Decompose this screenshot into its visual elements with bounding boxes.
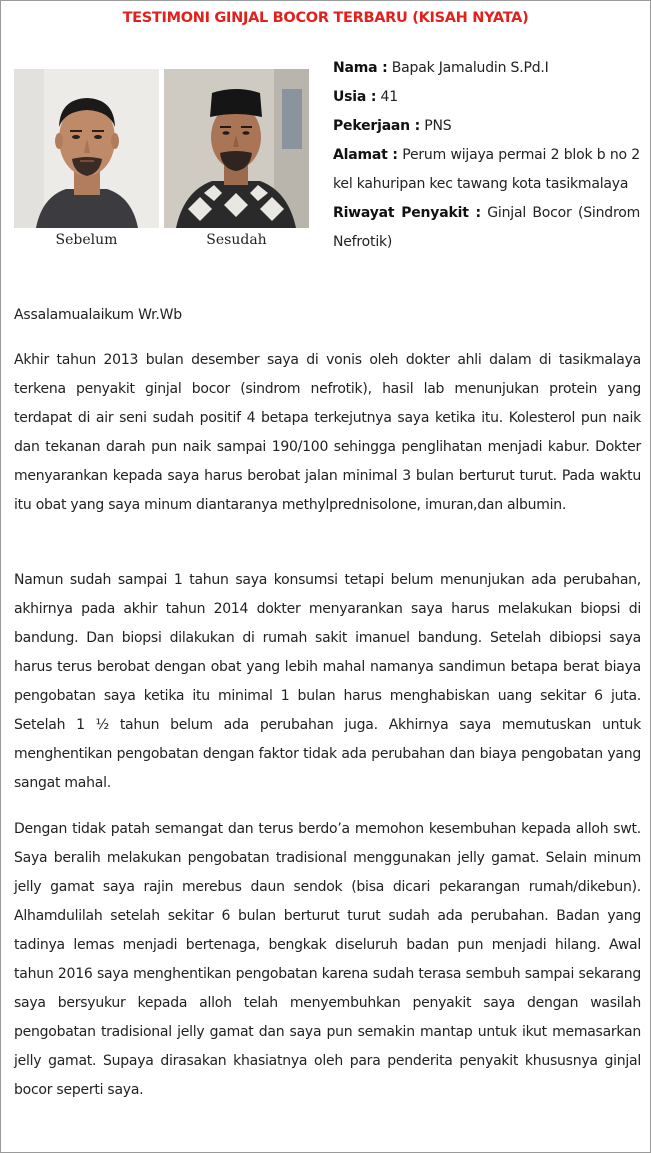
photo-after bbox=[164, 69, 309, 228]
profile-name bbox=[333, 54, 640, 83]
before-after-photos bbox=[14, 69, 312, 259]
profile-info bbox=[333, 54, 640, 257]
job-label: Pekerjaan : bbox=[333, 118, 421, 134]
photo-before bbox=[14, 69, 159, 228]
paragraph-1: Akhir tahun 2013 bulan desember saya di vonis oleh dokter ahli dalam di tasikmalaya terkena penyakit ginjal bocor (sindrom nefrotik), hasil lab menunjukan protein yang terdapat di air seni sudah positif 4 betapa terkejutnya saya ketika itu. Kolesterol pun naik dan tekanan darah pun naik sampai 190/100 sehingga penglihatan menjadi kabur. Dokter menyarankan kepada saya harus berobat jalan minimal 3 bulan berturut turut. Pada waktu itu obat yang saya minum diantaranya methylprednisolone, imuran,dan albumin. bbox=[14, 352, 641, 513]
article-title: TESTIMONI GINJAL BOCOR TERBARU (KISAH NYATA) bbox=[122, 10, 529, 26]
caption-before: Sebelum bbox=[55, 232, 118, 248]
job-value: PNS bbox=[420, 118, 452, 134]
history-label: Riwayat Penyakit : bbox=[333, 205, 481, 221]
caption-after: Sesudah bbox=[206, 232, 267, 248]
greeting: Assalamualaikum Wr.Wb bbox=[14, 307, 182, 323]
profile-age bbox=[333, 83, 640, 112]
profile-address bbox=[333, 141, 640, 199]
address-label: Alamat : bbox=[333, 147, 398, 163]
paragraph-2: Namun sudah sampai 1 tahun saya konsumsi tetapi belum menunjukan ada perubahan, akhirnya pada akhir tahun 2014 dokter menyarankan saya harus melakukan biopsi di bandung. Dan biopsi dilakukan di rumah sakit imanuel bandung. Setelah dibiopsi saya harus terus berobat dengan obat yang lebih mahal namanya sandimun betapa berat biaya pengobatan saya ketika itu minimal 1 bulan harus menghabiskan uang sekitar 6 juta. Setelah 1 ½ tahun belum ada perubahan juga. Akhirnya saya memutuskan untuk menghentikan pengobatan dengan faktor tidak ada perubahan dan biaya pengobatan yang sangat mahal. bbox=[14, 572, 641, 791]
profile-history bbox=[333, 199, 640, 257]
age-label: Usia : bbox=[333, 89, 377, 105]
age-value: 41 bbox=[376, 89, 398, 105]
name-value: Bapak Jamaludin S.Pd.I bbox=[387, 60, 549, 76]
name-label: Nama : bbox=[333, 60, 388, 76]
profile-job bbox=[333, 112, 640, 141]
paragraph-3: Dengan tidak patah semangat dan terus berdo’a memohon kesembuhan kepada alloh swt. Saya beralih melakukan pengobatan tradisional menggunakan jelly gamat. Selain minum jelly gamat saya rajin merebus daun sendok (bisa dicari pekarangan rumah/dikebun). Alhamdulilah setelah sekitar 6 bulan berturut turut sudah ada perubahan. Badan yang tadinya lemas menjadi bertenaga, bengkak diseluruh badan pun menjadi hilang. Awal tahun 2016 saya menghentikan pengobatan karena sudah terasa sembuh sampai sekarang saya bersyukur kepada alloh telah menyembuhkan penyakit saya dengan wasilah pengobatan tradisional jelly gamat dan saya pun semakin mantap untuk ikut memasarkan jelly gamat. Supaya dirasakan khasiatnya oleh para penderita penyakit khususnya ginjal bocor seperti saya. bbox=[14, 821, 641, 1098]
history-value: Ginjal Bocor (Sindrom Nefrotik) bbox=[333, 205, 641, 250]
address-value: Perum wijaya permai 2 blok b no 2 kel kahuripan kec tawang kota tasikmalaya bbox=[333, 147, 640, 192]
